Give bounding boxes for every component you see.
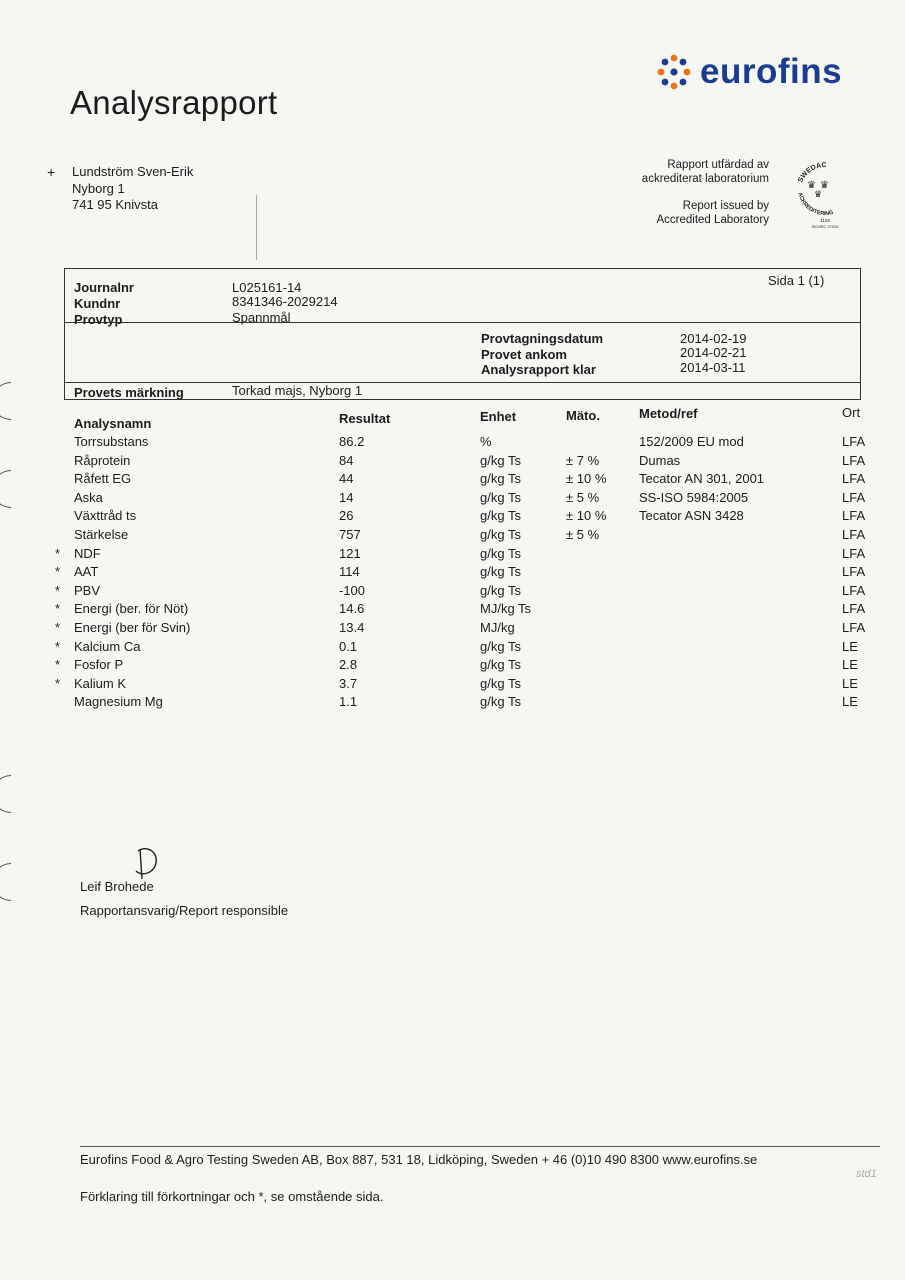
cell-enhet: g/kg Ts: [480, 582, 521, 598]
cell-analysnamn: Energi (ber. för Nöt): [74, 601, 189, 617]
cell-analysnamn: AAT: [74, 564, 99, 580]
row-star: *: [55, 657, 61, 673]
seal-top-text: SWEDAC: [797, 161, 827, 184]
header-analysnamn: Analysnamn: [74, 416, 152, 431]
cell-ort: LFA: [842, 545, 866, 561]
footer-explanation: Förklaring till förkortningar och *, se omstående sida.: [80, 1189, 384, 1204]
cell-analysnamn: Råprotein: [74, 452, 131, 468]
row-star: *: [55, 675, 61, 691]
logo-wordmark: eurofins: [700, 52, 843, 91]
kund-label: Kundnr: [74, 296, 121, 311]
cell-metod: Tecator AN 301, 2001: [639, 471, 765, 487]
cell-ort: LFA: [842, 434, 866, 449]
accreditation-sv-line2: ackrediterat laboratorium: [641, 173, 769, 185]
cell-resultat: 2.8: [339, 657, 358, 673]
row-star: *: [55, 582, 61, 598]
cell-resultat: 13.4: [339, 620, 365, 635]
svg-text:♛: ♛: [814, 190, 823, 200]
cell-mato: ± 5 %: [566, 489, 600, 505]
signer-name: Leif Brohede: [80, 879, 154, 894]
table-row: [55, 545, 874, 565]
cell-mato: ± 10 %: [566, 471, 607, 487]
footer-divider: [80, 1146, 880, 1147]
cell-enhet: g/kg Ts: [480, 527, 521, 542]
page-number: Sida 1 (1): [768, 273, 825, 288]
row-star: *: [55, 638, 61, 654]
info-box-divider-2: [64, 382, 860, 383]
header-resultat: Resultat: [339, 411, 391, 426]
klar-label: Analysrapport klar: [481, 362, 596, 377]
seal-standard: ISO/IEC 17025: [811, 224, 839, 229]
table-row: [55, 582, 874, 602]
cell-resultat: 86.2: [339, 434, 365, 449]
cell-mato: ± 7 %: [566, 452, 600, 468]
eurofins-logo: [654, 52, 842, 92]
ankom-label: Provet ankom: [481, 347, 567, 362]
recipient-name: Lundström Sven-Erik: [72, 164, 194, 179]
cell-mato: ± 5 %: [566, 527, 600, 542]
kund-value: 8341346-2029214: [232, 294, 338, 309]
cell-resultat: 0.1: [339, 638, 358, 654]
row-star: *: [55, 601, 61, 617]
report-title: Analysrapport: [70, 84, 278, 121]
cell-analysnamn: Råfett EG: [74, 471, 132, 487]
table-row: [74, 453, 874, 472]
table-row: [55, 675, 874, 695]
cell-analysnamn: Torrsubstans: [74, 434, 149, 449]
punch-hole: [0, 855, 38, 909]
cell-enhet: g/kg Ts: [480, 452, 521, 468]
header-mato: Mäto.: [566, 408, 600, 423]
provtagning-value: 2014-02-19: [680, 331, 747, 346]
provtyp-value: Spannmål: [232, 310, 291, 325]
cell-ort: LFA: [842, 582, 866, 598]
cell-analysnamn: NDF: [74, 545, 101, 561]
cell-enhet: g/kg Ts: [480, 564, 521, 580]
cell-metod: Dumas: [639, 452, 681, 468]
cell-resultat: 84: [339, 452, 354, 468]
table-header: [74, 405, 874, 431]
cell-ort: LFA: [842, 508, 866, 524]
cell-resultat: 26: [339, 508, 354, 524]
cell-ort: LFA: [842, 471, 866, 487]
header-ort: Ort: [842, 405, 861, 420]
table-row: [74, 527, 874, 546]
cell-resultat: 3.7: [339, 675, 358, 691]
cell-enhet: %: [480, 434, 492, 449]
swedac-seal-icon: [790, 158, 860, 238]
cell-metod: SS-ISO 5984:2005: [639, 489, 749, 505]
cell-ort: LFA: [842, 452, 866, 468]
cell-analysnamn: Aska: [74, 489, 103, 505]
cell-ort: LE: [842, 694, 858, 710]
klar-value: 2014-03-11: [680, 360, 746, 375]
recipient-city: 741 95 Knivsta: [72, 197, 159, 212]
cell-metod: Tecator ASN 3428: [639, 508, 744, 524]
cell-analysnamn: Växttråd ts: [74, 508, 137, 524]
cell-analysnamn: Energi (ber för Svin): [74, 620, 191, 635]
marking-label: Provets märkning: [74, 385, 184, 400]
cell-metod: 152/2009 EU mod: [639, 434, 744, 449]
row-star: *: [55, 620, 61, 635]
cell-enhet: MJ/kg: [480, 620, 515, 635]
document-code: std1: [856, 1168, 877, 1180]
cell-resultat: 121: [339, 545, 361, 561]
cell-enhet: MJ/kg Ts: [480, 601, 532, 617]
header-enhet: Enhet: [480, 409, 517, 424]
punch-hole: [0, 767, 38, 821]
cell-enhet: g/kg Ts: [480, 489, 521, 505]
punch-hole: [0, 374, 38, 428]
cell-resultat: 44: [339, 471, 354, 487]
table-row: [55, 601, 874, 620]
cell-analysnamn: Kalcium Ca: [74, 638, 141, 654]
provtagning-label: Provtagningsdatum: [481, 331, 604, 346]
journal-value: L025161-14: [232, 280, 302, 295]
cell-ort: LFA: [842, 527, 866, 542]
cell-enhet: g/kg Ts: [480, 675, 521, 691]
cell-enhet: g/kg Ts: [480, 508, 521, 524]
cell-ort: LFA: [842, 489, 866, 505]
table-row: [74, 694, 874, 713]
cell-resultat: 1.1: [339, 694, 358, 710]
table-row: [74, 490, 874, 509]
svg-text:♛: ♛: [820, 180, 829, 191]
accreditation-en-line2: Accredited Laboratory: [656, 214, 769, 226]
accreditation-en-line1: Report issued by: [682, 200, 769, 212]
cell-ort: LFA: [842, 620, 866, 635]
cell-resultat: 14: [339, 489, 354, 505]
divider-line: [256, 195, 257, 260]
marking-value: Torkad majs, Nyborg 1: [232, 383, 363, 398]
table-row: [55, 638, 874, 658]
footer-company: Eurofins Food & Agro Testing Sweden AB, Box 887, 531 18, Lidköping, Sweden + 46 (0)10 490 8300 www.eurofins.se: [80, 1152, 758, 1167]
eurofins-dots-icon: [654, 52, 694, 92]
seal-number: 1125: [820, 218, 830, 223]
cell-enhet: g/kg Ts: [480, 657, 521, 673]
cell-analysnamn: Stärkelse: [74, 527, 129, 542]
cell-analysnamn: Fosfor P: [74, 657, 124, 673]
seal-bottom-text: ACKREDITERING: [796, 191, 835, 218]
table-row: [55, 620, 874, 639]
ankom-value: 2014-02-21: [680, 345, 747, 360]
cell-analysnamn: PBV: [74, 582, 101, 598]
provtyp-label: Provtyp: [74, 312, 123, 327]
accreditation-en: [656, 199, 769, 227]
cell-ort: LE: [842, 638, 858, 654]
recipient-street: Nyborg 1: [72, 180, 125, 196]
accreditation-sv-line1: Rapport utfärdad av: [667, 159, 769, 171]
cell-ort: LE: [842, 675, 858, 691]
cell-enhet: g/kg Ts: [480, 545, 521, 561]
cell-ort: LFA: [842, 564, 866, 580]
table-row: [55, 657, 874, 676]
cell-resultat: 757: [339, 527, 361, 542]
recipient-address: [72, 164, 193, 214]
cell-resultat: -100: [339, 582, 366, 598]
accreditation-sv: [642, 158, 769, 186]
cell-enhet: g/kg Ts: [480, 694, 521, 710]
cell-enhet: g/kg Ts: [480, 638, 521, 654]
cell-analysnamn: Magnesium Mg: [74, 694, 163, 710]
journal-label: Journalnr: [74, 280, 134, 295]
header-metod: Metod/ref: [639, 406, 698, 421]
table-row: [74, 471, 874, 490]
cell-ort: LFA: [842, 601, 866, 617]
table-row: [74, 508, 874, 527]
punch-hole: [0, 462, 38, 516]
cell-ort: LE: [842, 657, 858, 673]
cell-resultat: 114: [339, 564, 360, 580]
cell-analysnamn: Kalium K: [74, 675, 127, 691]
info-box-divider-1: [64, 322, 860, 323]
row-star: *: [55, 564, 61, 580]
svg-text:♛: ♛: [807, 180, 816, 191]
table-row: [74, 434, 874, 453]
table-row: [55, 564, 874, 583]
cell-resultat: 14.6: [339, 601, 365, 617]
row-star: *: [55, 545, 61, 561]
cell-enhet: g/kg Ts: [480, 471, 521, 487]
cell-mato: ± 10 %: [566, 508, 607, 524]
recipient-marker: +: [47, 164, 56, 180]
signer-role: Rapportansvarig/Report responsible: [80, 903, 289, 918]
